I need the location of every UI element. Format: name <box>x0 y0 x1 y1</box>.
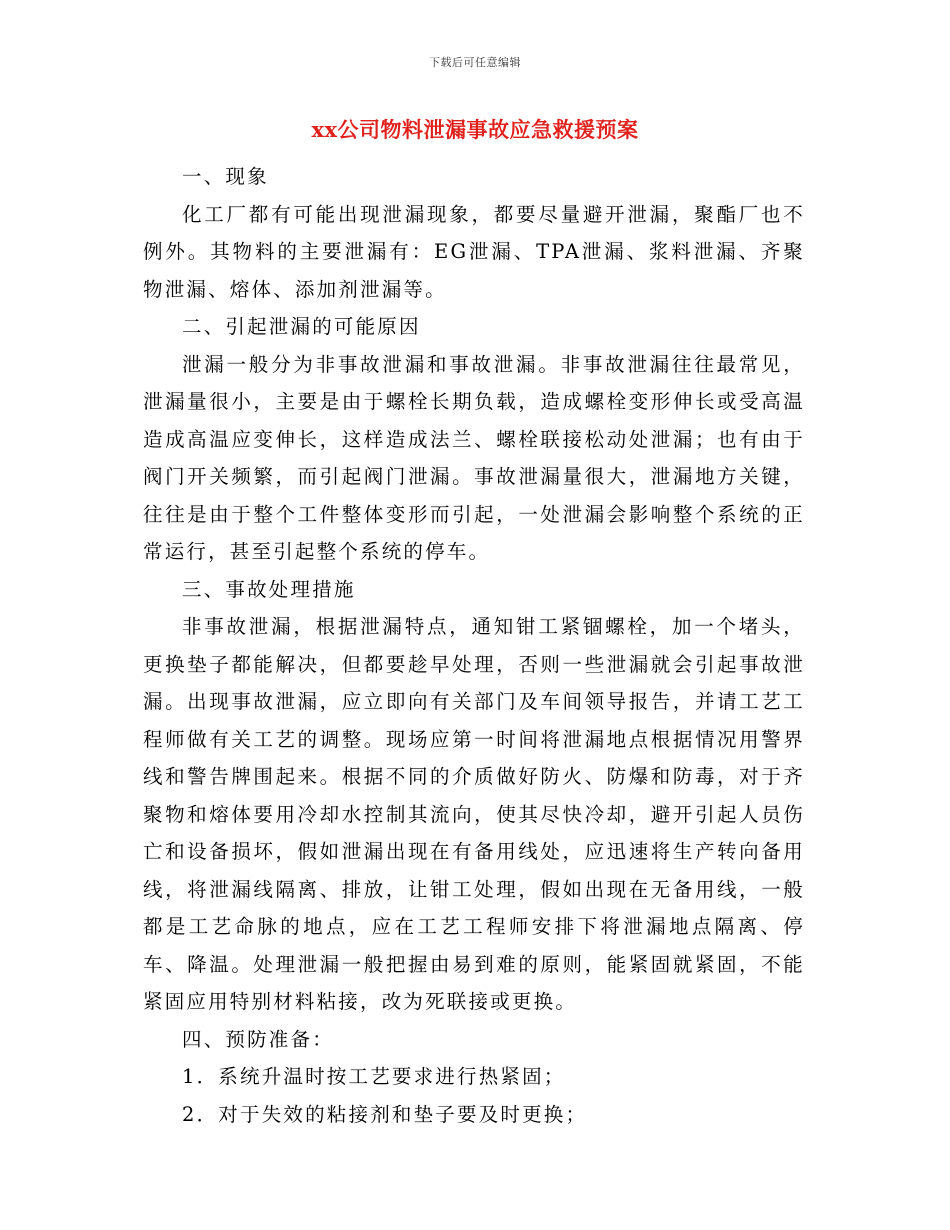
document-title: xx公司物料泄漏事故应急救援预案 <box>311 117 639 142</box>
section-heading-prevention: 四、预防准备： <box>182 1027 334 1051</box>
header-note: 下载后可任意编辑 <box>429 56 521 69</box>
section-heading-measures: 三、事故处理措施 <box>182 577 356 601</box>
body-paragraph-phenomenon: 化工厂都有可能出现泄漏现象，都要尽量避开泄漏，聚酯厂也不例外。其物料的主要泄漏有：EG泄漏、TPA泄漏、浆料泄漏、齐聚物泄漏、熔体、添加剂泄漏等。 <box>143 202 805 301</box>
body-paragraph-causes: 泄漏一般分为非事故泄漏和事故泄漏。非事故泄漏往往最常见，泄漏量很小，主要是由于螺栓长期负载，造成螺栓变形伸长或受高温造成高温应变伸长，这样造成法兰、螺栓联接松动处泄漏；也有由于阀门开关频繁，而引起阀门泄漏。事故泄漏量很大，泄漏地方关键，往往是由于整个工件整体变形而引起，一处泄漏会影响整个系统的正常运行，甚至引起整个系统的停车。 <box>143 352 805 563</box>
body-paragraph-measures: 非事故泄漏，根据泄漏特点，通知钳工紧锢螺栓，加一个堵头，更换垫子都能解决，但都要趁早处理，否则一些泄漏就会引起事故泄漏。出现事故泄漏，应立即向有关部门及车间领导报告，并请工艺工程师做有关工艺的调整。现场应第一时间将泄漏地点根据情况用警界线和警告牌围起来。根据不同的介质做好防火、防爆和防毒，对于齐聚物和熔体要用冷却水控制其流向，使其尽快冷却，避开引起人员伤亡和设备损坏，假如泄漏出现在有备用线处，应迅速将生产转向备用线，将泄漏线隔离、排放，让钳工处理，假如出现在无备用线，一般都是工艺命脉的地点，应在工艺工程师安排下将泄漏地点隔离、停车、降温。处理泄漏一般把握由易到难的原则，能紧固就紧固，不能紧固应用特别材料粘接，改为死联接或更换。 <box>143 615 805 1013</box>
section-heading-causes: 二、引起泄漏的可能原因 <box>182 315 421 338</box>
list-item-prevention-2: 2．对于失效的粘接剂和垫子要及时更换； <box>182 1102 588 1126</box>
list-item-prevention-1: 1．系统升温时按工艺要求进行热紧固； <box>182 1065 566 1088</box>
section-heading-phenomenon: 一、现象 <box>182 165 269 188</box>
document-body <box>143 158 805 1133</box>
